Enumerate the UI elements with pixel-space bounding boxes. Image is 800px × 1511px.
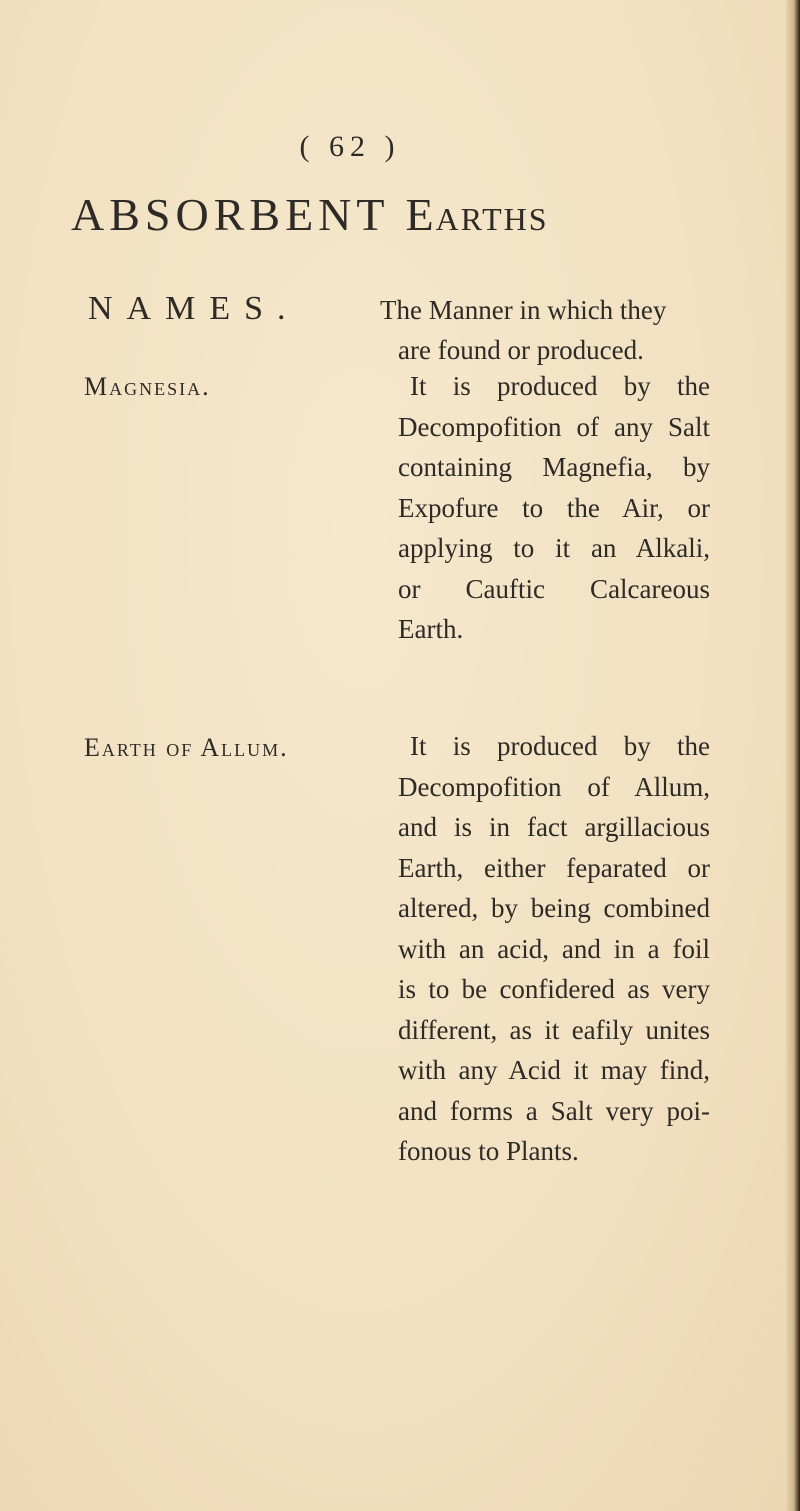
text-line: is to be confidered as very (398, 974, 710, 1004)
title-second: Earths (405, 189, 549, 240)
entry-name-magnesia: Magnesia. (84, 372, 211, 401)
page-edge-shadow (786, 0, 800, 1511)
title-main: ABSORBENT (71, 189, 390, 240)
page-title (71, 188, 549, 241)
text-line: applying to it an Alkali, (398, 533, 710, 563)
text-line: Expofure to the Air, or (398, 492, 710, 523)
text-line: and forms a Salt very poi- (398, 1095, 710, 1126)
entry-text-earth-of-allum (398, 726, 710, 1172)
manner-column-heading (380, 290, 710, 370)
text-line: Earth, either feparated or (398, 852, 710, 883)
text-line: It is produced by the (410, 731, 710, 761)
entry-name-earth-of-allum: Earth of Allum. (84, 733, 289, 762)
manner-heading-line-2: are found or produced. (398, 335, 644, 365)
text-line: or Cauftic Calcareous (398, 573, 710, 604)
text-line: containing Magnefia, by (398, 452, 710, 482)
text-line: It is produced by the (410, 371, 710, 401)
names-column-heading: NAMES. (88, 290, 300, 327)
manner-heading-line-1: The Manner in which they (380, 295, 667, 325)
text-line: Decompofition of Allum, (398, 771, 710, 802)
text-line: altered, by being combined (398, 893, 710, 923)
text-line: with an acid, and in a foil (398, 933, 710, 964)
text-line: Decompofition of any Salt (398, 411, 710, 442)
page-number: ( 62 ) (299, 130, 401, 163)
entry-text-magnesia (398, 366, 710, 650)
text-line: fonous to Plants. (398, 1136, 579, 1166)
text-line: different, as it eafily unites (398, 1014, 710, 1045)
text-line: with any Acid it may find, (398, 1055, 710, 1085)
text-line: and is in fact argillacious (398, 812, 710, 842)
text-line: Earth. (398, 614, 464, 644)
